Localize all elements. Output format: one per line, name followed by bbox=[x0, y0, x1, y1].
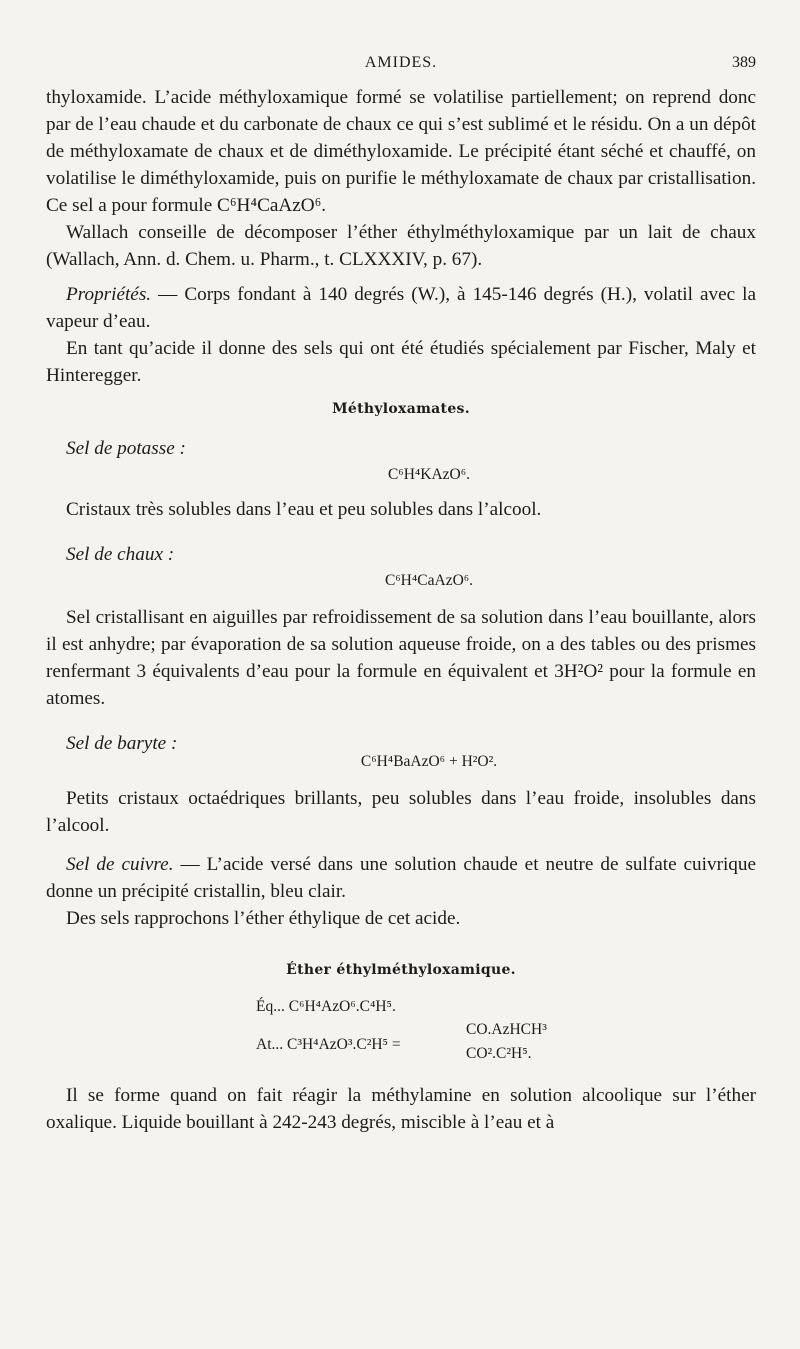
atomic-formula-left: At... C³H⁴AzO³.C²H⁵ = bbox=[256, 1036, 401, 1053]
properties-text: — Corps fondant à 140 degrés (W.), à 145-146 degrés (H.), volatil avec la vapeur d’eau. bbox=[46, 284, 756, 332]
paragraph-continuation: thyloxamide. L’acide méthyloxamique formé se volatilise partiellement; on reprend donc par de l’eau chaude et du carbonate de chaux ce qui s’est sublimé et le résidu. On a un dépôt de méthyloxamate de chaux et de diméthyloxamide. Le précipité étant séché et chauffé, on volatilise le diméthyloxamide, puis on purifie le méthyloxamate de chaux par cristallisation. Ce sel a pour formule C⁶H⁴CaAzO⁶. bbox=[46, 87, 756, 216]
paragraph-cuivre bbox=[46, 851, 756, 905]
paragraph-final: Il se forme quand on fait réagir la méthylamine en solution alcoolique sur l’éther oxalique. Liquide bouillant à 242-243 degrés, miscible à l’eau et à bbox=[46, 1085, 756, 1133]
cuivre-text: — L’acide versé dans une solution chaude et neutre de sulfate cuivrique donne un précipité cristallin, bleu clair. bbox=[46, 854, 756, 902]
potasse-description: Cristaux très solubles dans l’eau et peu solubles dans l’alcool. bbox=[66, 499, 542, 520]
structure-bottom: CO².C²H⁵. bbox=[466, 1045, 532, 1062]
chaux-formula: C⁶H⁴CaAzO⁶. bbox=[384, 572, 474, 589]
chaux-label: Sel de chaux : bbox=[66, 544, 175, 565]
cuivre-label: Sel de cuivre. bbox=[66, 854, 174, 875]
page-header bbox=[46, 54, 756, 78]
baryte-formula: C⁶H⁴BaAzO⁶ + H²O². bbox=[360, 753, 498, 770]
chaux-description: Sel cristallisant en aiguilles par refroidissement de sa solution dans l’eau bouillante, alors il est anhydre; par évaporation de sa solution aqueuse froide, on a des tables ou des prismes renfermant 3 équivalents d’eau pour la formule en équivalent et 3H²O² pour la formule en atomes. bbox=[46, 607, 756, 709]
section-title-methyloxamates: Méthyloxamates. bbox=[332, 401, 470, 417]
atomic-formula bbox=[46, 1018, 756, 1070]
section-title-ether: Éther éthylméthyloxamique. bbox=[286, 962, 516, 978]
page-number: 389 bbox=[732, 54, 756, 71]
equivalent-formula: Éq... C⁶H⁴AzO⁶.C⁴H⁵. bbox=[256, 998, 396, 1015]
properties-label: Propriétés. bbox=[66, 284, 152, 305]
page-body bbox=[46, 84, 756, 1136]
potasse-label: Sel de potasse : bbox=[66, 438, 186, 459]
structure-top: CO.AzHCH³ bbox=[466, 1021, 547, 1038]
paragraph-properties bbox=[46, 281, 756, 335]
baryte-label: Sel de baryte : bbox=[66, 733, 178, 754]
potasse-formula: C⁶H⁴KAzO⁶. bbox=[387, 466, 471, 483]
paragraph-ether-intro: Des sels rapprochons l’éther éthylique de cet acide. bbox=[66, 908, 461, 929]
atomic-formula-structure bbox=[466, 1018, 547, 1066]
paragraph-salts-intro: En tant qu’acide il donne des sels qui ont été étudiés spécialement par Fischer, Maly et Hinteregger. bbox=[46, 338, 756, 386]
ether-formulas bbox=[46, 996, 756, 1070]
baryte-description: Petits cristaux octaédriques brillants, peu solubles dans l’eau froide, insolubles dans l’alcool. bbox=[46, 788, 756, 836]
running-title: AMIDES. bbox=[364, 54, 438, 71]
paragraph-wallach: Wallach conseille de décomposer l’éther éthylméthyloxamique par un lait de chaux (Wallach, Ann. d. Chem. u. Pharm., t. CLXXXIV, p. 67). bbox=[46, 222, 756, 270]
